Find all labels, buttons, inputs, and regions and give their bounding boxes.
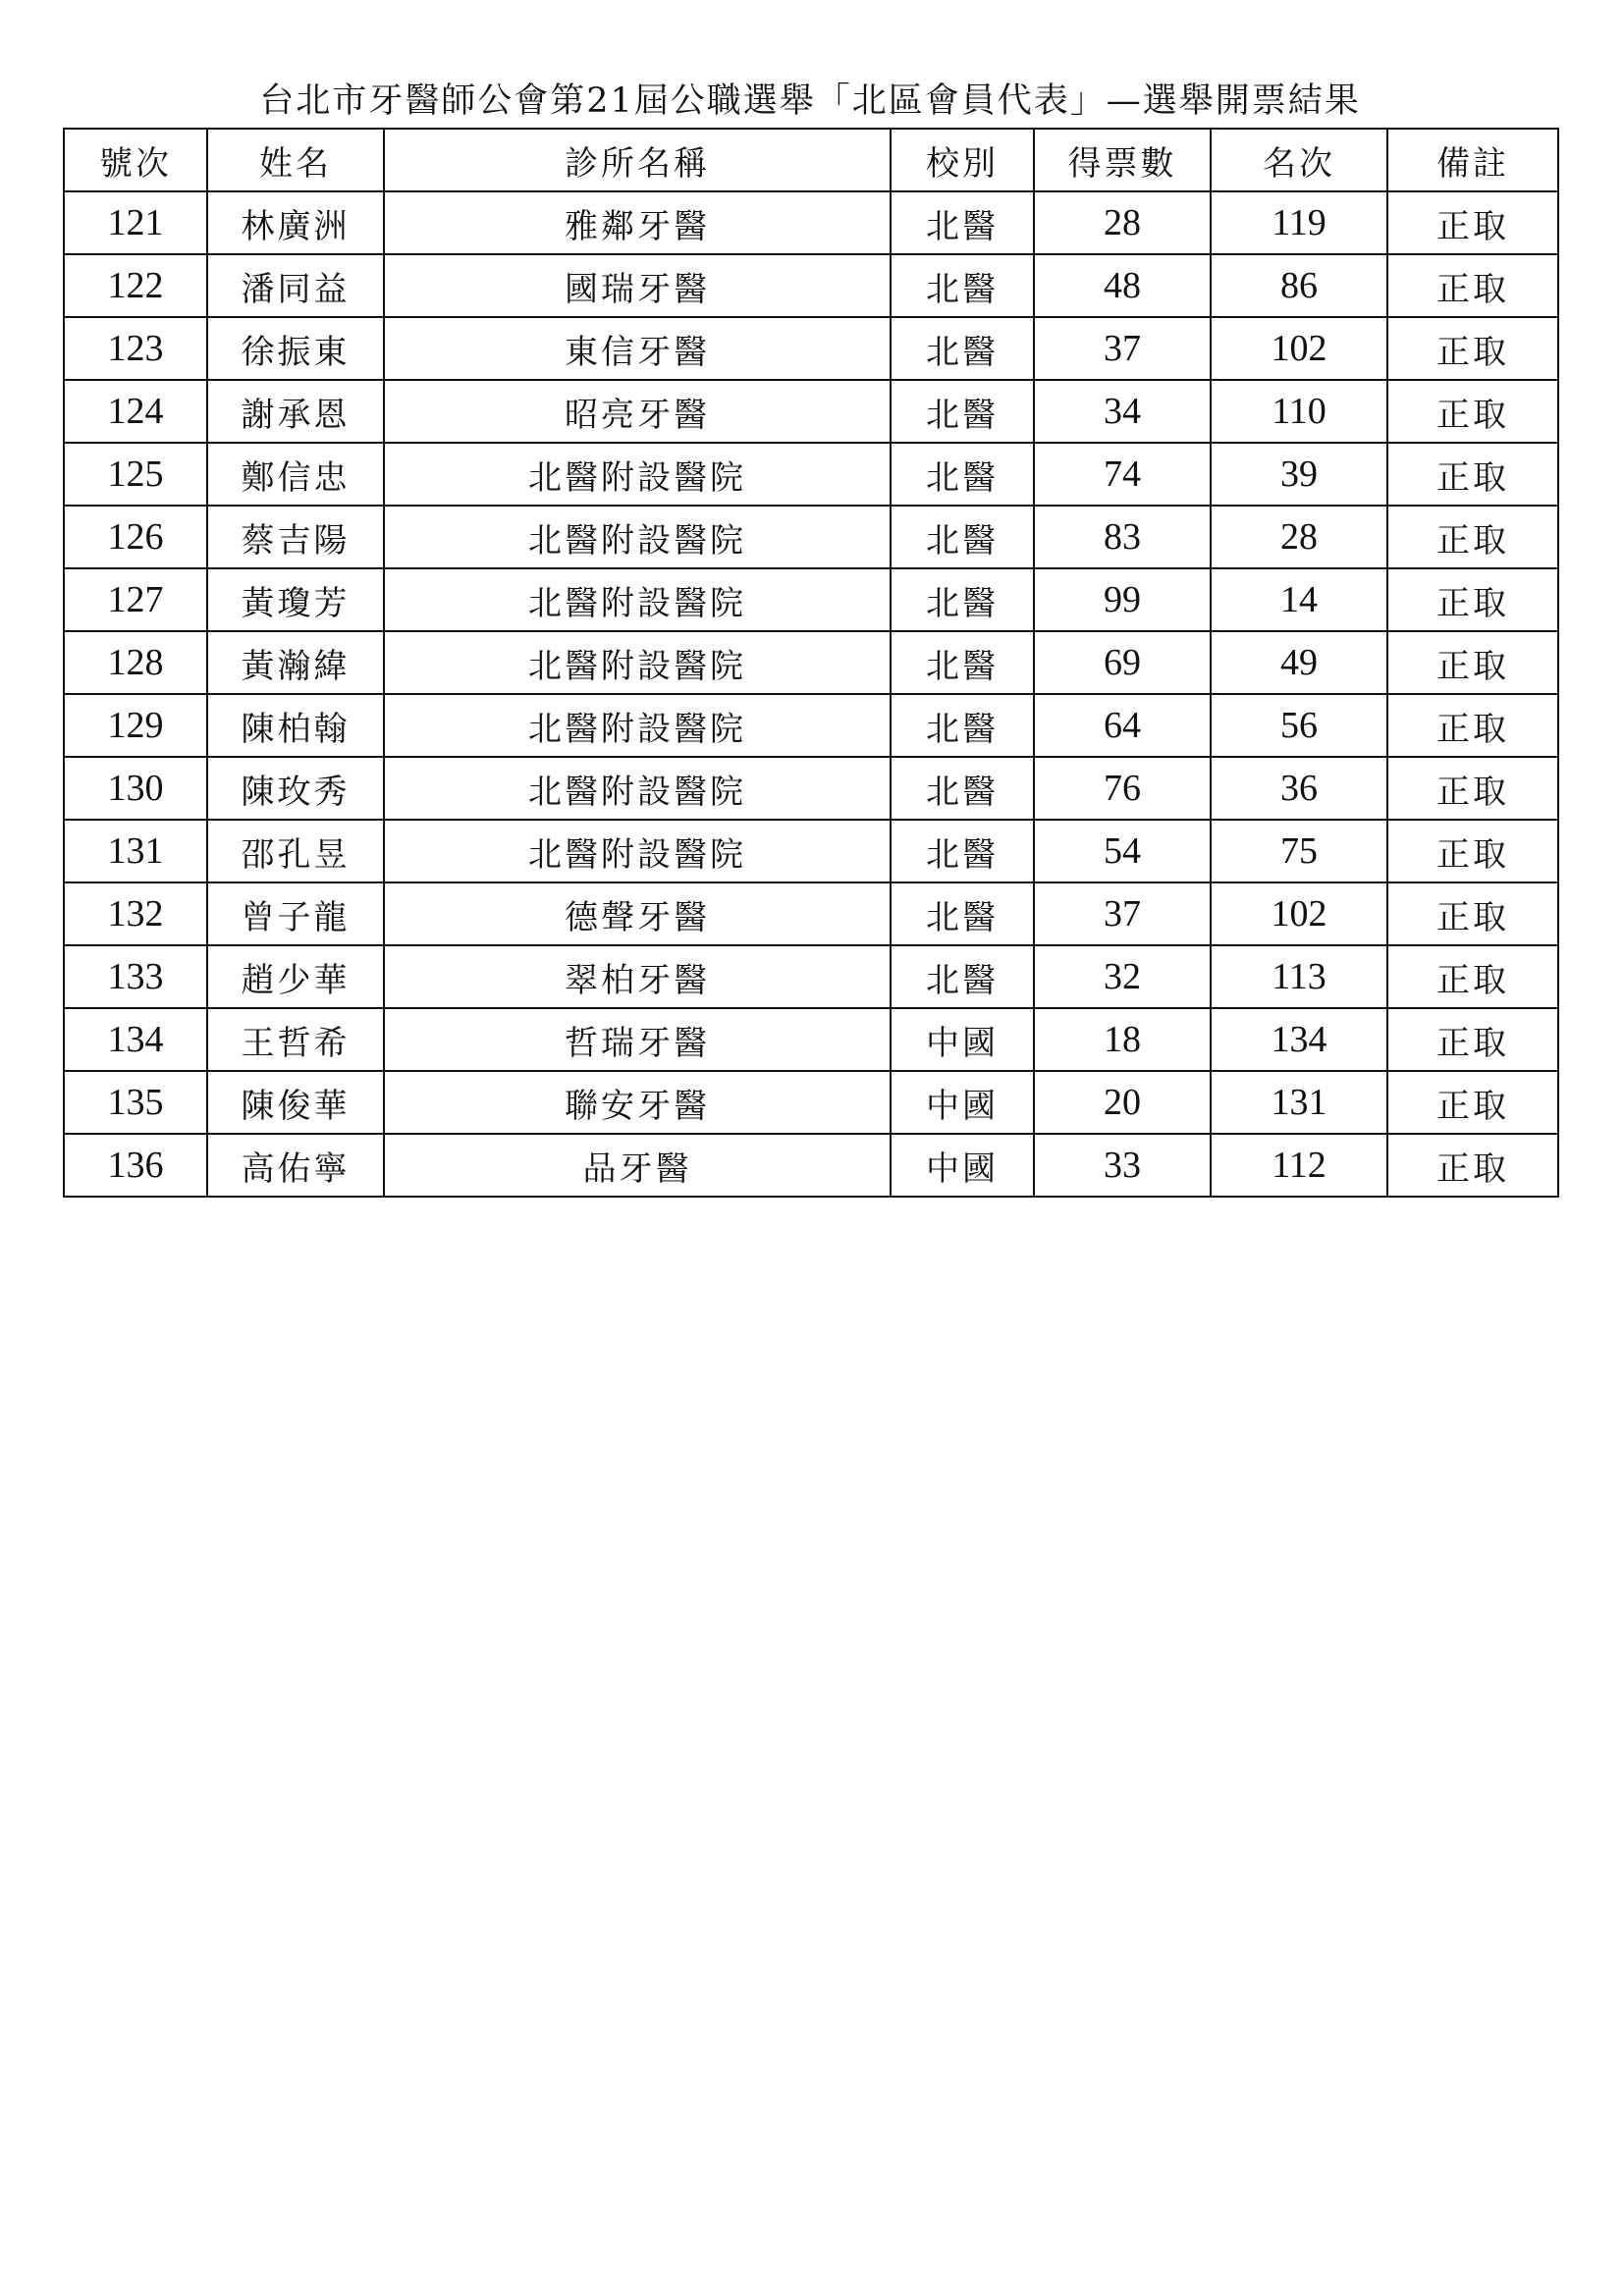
cell-number: 130 bbox=[64, 757, 207, 820]
cell-votes: 83 bbox=[1034, 506, 1211, 568]
cell-number: 136 bbox=[64, 1134, 207, 1197]
cell-name: 潘同益 bbox=[207, 254, 384, 317]
cell-school: 北醫 bbox=[891, 254, 1034, 317]
cell-rank: 39 bbox=[1211, 443, 1387, 506]
cell-name: 陳玫秀 bbox=[207, 757, 384, 820]
cell-rank: 75 bbox=[1211, 820, 1387, 882]
cell-rank: 28 bbox=[1211, 506, 1387, 568]
header-rank: 名次 bbox=[1211, 129, 1387, 191]
cell-name: 林廣洲 bbox=[207, 191, 384, 254]
cell-number: 128 bbox=[64, 631, 207, 694]
table-row bbox=[64, 882, 1558, 945]
cell-clinic: 昭亮牙醫 bbox=[384, 380, 891, 443]
cell-clinic: 北醫附設醫院 bbox=[384, 631, 891, 694]
table-row bbox=[64, 254, 1558, 317]
cell-note: 正取 bbox=[1387, 945, 1558, 1008]
cell-rank: 102 bbox=[1211, 317, 1387, 380]
table-row bbox=[64, 631, 1558, 694]
cell-votes: 33 bbox=[1034, 1134, 1211, 1197]
cell-rank: 110 bbox=[1211, 380, 1387, 443]
cell-note: 正取 bbox=[1387, 1008, 1558, 1071]
table-row bbox=[64, 380, 1558, 443]
cell-note: 正取 bbox=[1387, 380, 1558, 443]
table-row bbox=[64, 317, 1558, 380]
table-row bbox=[64, 443, 1558, 506]
cell-school: 北醫 bbox=[891, 380, 1034, 443]
cell-votes: 48 bbox=[1034, 254, 1211, 317]
cell-votes: 32 bbox=[1034, 945, 1211, 1008]
cell-clinic: 北醫附設醫院 bbox=[384, 443, 891, 506]
header-row bbox=[64, 129, 1558, 191]
cell-school: 北醫 bbox=[891, 443, 1034, 506]
cell-number: 129 bbox=[64, 694, 207, 757]
cell-clinic: 翠柏牙醫 bbox=[384, 945, 891, 1008]
table-row bbox=[64, 1008, 1558, 1071]
cell-school: 北醫 bbox=[891, 757, 1034, 820]
cell-votes: 54 bbox=[1034, 820, 1211, 882]
cell-note: 正取 bbox=[1387, 757, 1558, 820]
cell-name: 徐振東 bbox=[207, 317, 384, 380]
cell-clinic: 哲瑞牙醫 bbox=[384, 1008, 891, 1071]
cell-clinic: 雅鄰牙醫 bbox=[384, 191, 891, 254]
cell-clinic: 國瑞牙醫 bbox=[384, 254, 891, 317]
table-row bbox=[64, 1134, 1558, 1197]
cell-clinic: 北醫附設醫院 bbox=[384, 757, 891, 820]
cell-school: 中國 bbox=[891, 1008, 1034, 1071]
results-body bbox=[64, 191, 1558, 1197]
cell-school: 北醫 bbox=[891, 568, 1034, 631]
header-name: 姓名 bbox=[207, 129, 384, 191]
cell-number: 121 bbox=[64, 191, 207, 254]
table-row bbox=[64, 820, 1558, 882]
cell-note: 正取 bbox=[1387, 631, 1558, 694]
cell-number: 131 bbox=[64, 820, 207, 882]
document-title: 台北市牙醫師公會第21屆公職選舉「北區會員代表」—選舉開票結果 bbox=[259, 81, 1361, 121]
cell-number: 135 bbox=[64, 1071, 207, 1134]
cell-rank: 102 bbox=[1211, 882, 1387, 945]
header-clinic: 診所名稱 bbox=[384, 129, 891, 191]
table-row bbox=[64, 191, 1558, 254]
table-row bbox=[64, 757, 1558, 820]
cell-note: 正取 bbox=[1387, 820, 1558, 882]
cell-rank: 119 bbox=[1211, 191, 1387, 254]
cell-clinic: 品牙醫 bbox=[384, 1134, 891, 1197]
cell-votes: 64 bbox=[1034, 694, 1211, 757]
cell-name: 蔡吉陽 bbox=[207, 506, 384, 568]
cell-school: 中國 bbox=[891, 1071, 1034, 1134]
cell-votes: 18 bbox=[1034, 1008, 1211, 1071]
cell-clinic: 北醫附設醫院 bbox=[384, 568, 891, 631]
cell-rank: 131 bbox=[1211, 1071, 1387, 1134]
cell-name: 陳柏翰 bbox=[207, 694, 384, 757]
cell-votes: 74 bbox=[1034, 443, 1211, 506]
cell-clinic: 北醫附設醫院 bbox=[384, 506, 891, 568]
cell-number: 123 bbox=[64, 317, 207, 380]
cell-votes: 37 bbox=[1034, 317, 1211, 380]
cell-school: 北醫 bbox=[891, 945, 1034, 1008]
cell-rank: 112 bbox=[1211, 1134, 1387, 1197]
cell-number: 125 bbox=[64, 443, 207, 506]
cell-name: 王哲希 bbox=[207, 1008, 384, 1071]
cell-rank: 56 bbox=[1211, 694, 1387, 757]
header-votes: 得票數 bbox=[1034, 129, 1211, 191]
cell-name: 黃瀚緯 bbox=[207, 631, 384, 694]
cell-votes: 37 bbox=[1034, 882, 1211, 945]
header-note: 備註 bbox=[1387, 129, 1558, 191]
cell-name: 鄭信忠 bbox=[207, 443, 384, 506]
cell-name: 黃瓊芳 bbox=[207, 568, 384, 631]
table-row bbox=[64, 945, 1558, 1008]
cell-school: 北醫 bbox=[891, 694, 1034, 757]
cell-votes: 28 bbox=[1034, 191, 1211, 254]
cell-votes: 34 bbox=[1034, 380, 1211, 443]
cell-number: 127 bbox=[64, 568, 207, 631]
cell-note: 正取 bbox=[1387, 443, 1558, 506]
cell-school: 中國 bbox=[891, 1134, 1034, 1197]
cell-votes: 99 bbox=[1034, 568, 1211, 631]
cell-number: 132 bbox=[64, 882, 207, 945]
cell-clinic: 北醫附設醫院 bbox=[384, 694, 891, 757]
table-row bbox=[64, 694, 1558, 757]
cell-clinic: 德聲牙醫 bbox=[384, 882, 891, 945]
cell-clinic: 北醫附設醫院 bbox=[384, 820, 891, 882]
cell-votes: 69 bbox=[1034, 631, 1211, 694]
cell-note: 正取 bbox=[1387, 317, 1558, 380]
results-table bbox=[63, 128, 1559, 1198]
cell-note: 正取 bbox=[1387, 254, 1558, 317]
cell-clinic: 東信牙醫 bbox=[384, 317, 891, 380]
cell-rank: 113 bbox=[1211, 945, 1387, 1008]
cell-note: 正取 bbox=[1387, 506, 1558, 568]
cell-name: 高佑寧 bbox=[207, 1134, 384, 1197]
table-row bbox=[64, 1071, 1558, 1134]
cell-name: 謝承恩 bbox=[207, 380, 384, 443]
cell-note: 正取 bbox=[1387, 568, 1558, 631]
cell-number: 133 bbox=[64, 945, 207, 1008]
cell-school: 北醫 bbox=[891, 882, 1034, 945]
cell-school: 北醫 bbox=[891, 631, 1034, 694]
cell-name: 曾子龍 bbox=[207, 882, 384, 945]
cell-number: 124 bbox=[64, 380, 207, 443]
cell-school: 北醫 bbox=[891, 317, 1034, 380]
cell-name: 趙少華 bbox=[207, 945, 384, 1008]
cell-number: 134 bbox=[64, 1008, 207, 1071]
cell-name: 邵孔昱 bbox=[207, 820, 384, 882]
cell-note: 正取 bbox=[1387, 1134, 1558, 1197]
cell-note: 正取 bbox=[1387, 1071, 1558, 1134]
cell-name: 陳俊華 bbox=[207, 1071, 384, 1134]
header-number: 號次 bbox=[64, 129, 207, 191]
cell-note: 正取 bbox=[1387, 882, 1558, 945]
cell-clinic: 聯安牙醫 bbox=[384, 1071, 891, 1134]
header-school: 校別 bbox=[891, 129, 1034, 191]
table-row bbox=[64, 506, 1558, 568]
cell-school: 北醫 bbox=[891, 191, 1034, 254]
cell-rank: 134 bbox=[1211, 1008, 1387, 1071]
cell-rank: 36 bbox=[1211, 757, 1387, 820]
cell-note: 正取 bbox=[1387, 191, 1558, 254]
cell-votes: 20 bbox=[1034, 1071, 1211, 1134]
cell-rank: 49 bbox=[1211, 631, 1387, 694]
table-row bbox=[64, 568, 1558, 631]
cell-note: 正取 bbox=[1387, 694, 1558, 757]
cell-rank: 14 bbox=[1211, 568, 1387, 631]
cell-votes: 76 bbox=[1034, 757, 1211, 820]
cell-school: 北醫 bbox=[891, 820, 1034, 882]
cell-school: 北醫 bbox=[891, 506, 1034, 568]
cell-rank: 86 bbox=[1211, 254, 1387, 317]
cell-number: 122 bbox=[64, 254, 207, 317]
cell-number: 126 bbox=[64, 506, 207, 568]
